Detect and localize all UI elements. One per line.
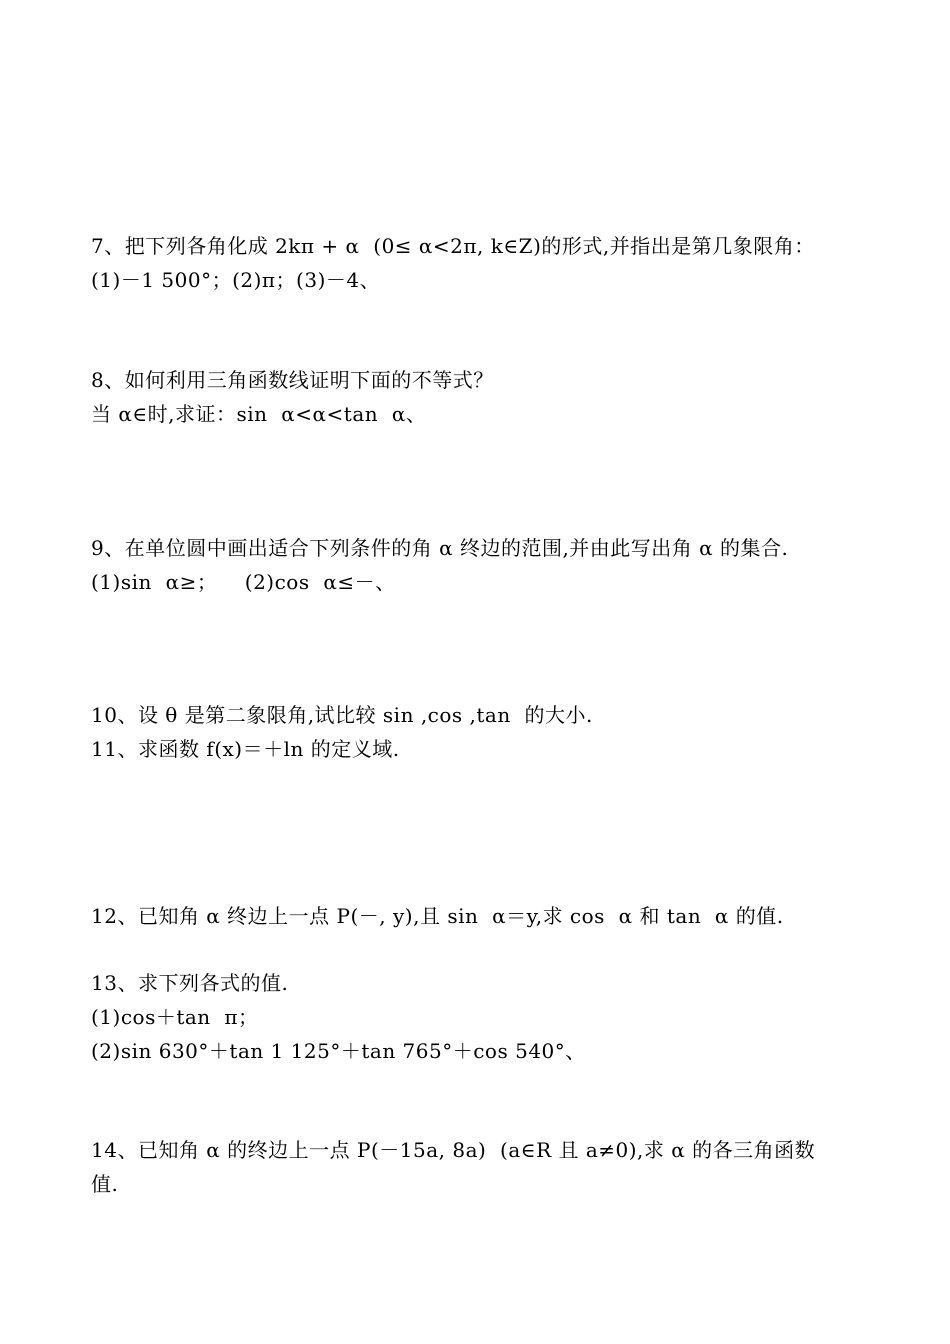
- problem-14-line-2: 值.: [91, 1172, 119, 1196]
- problem-14-line-1: 14、已知角 α 的终边上一点 P(－15a, 8a) (a∈R 且 a≠0),求 α 的各三角函数: [91, 1138, 816, 1162]
- problem-13-line-3: (2)sin 630°＋tan 1 125°＋tan 765°＋cos 540°、: [91, 1039, 586, 1063]
- problem-9-line-2: (1)sin α≥； (2)cos α≤－、: [91, 570, 396, 594]
- problem-8-line-2: 当 α∈时,求证：sin α<α<tan α、: [91, 402, 427, 426]
- problem-11-line-1: 11、求函数 f(x)＝＋ln 的定义域.: [91, 737, 400, 761]
- problem-12-line-1: 12、已知角 α 终边上一点 P(－, y),且 sin α＝y,求 cos α 和 tan α 的值.: [91, 904, 784, 928]
- problem-7-line-1: 7、把下列各角化成 2kπ + α (0≤ α<2π, k∈Z)的形式,并指出是第几象限角：: [91, 234, 815, 258]
- problem-10-line-1: 10、设 θ 是第二象限角,试比较 sin ,cos ,tan 的大小.: [91, 703, 593, 727]
- problem-13-line-1: 13、求下列各式的值.: [91, 971, 289, 995]
- problem-8-line-1: 8、如何利用三角函数线证明下面的不等式？: [91, 368, 494, 392]
- problem-7-line-2: (1)－1 500°；(2)π；(3)－4、: [91, 268, 381, 292]
- problem-13-line-2: (1)cos＋tan π；: [91, 1005, 259, 1029]
- problem-9-line-1: 9、在单位圆中画出适合下列条件的角 α 终边的范围,并由此写出角 α 的集合.: [91, 536, 789, 560]
